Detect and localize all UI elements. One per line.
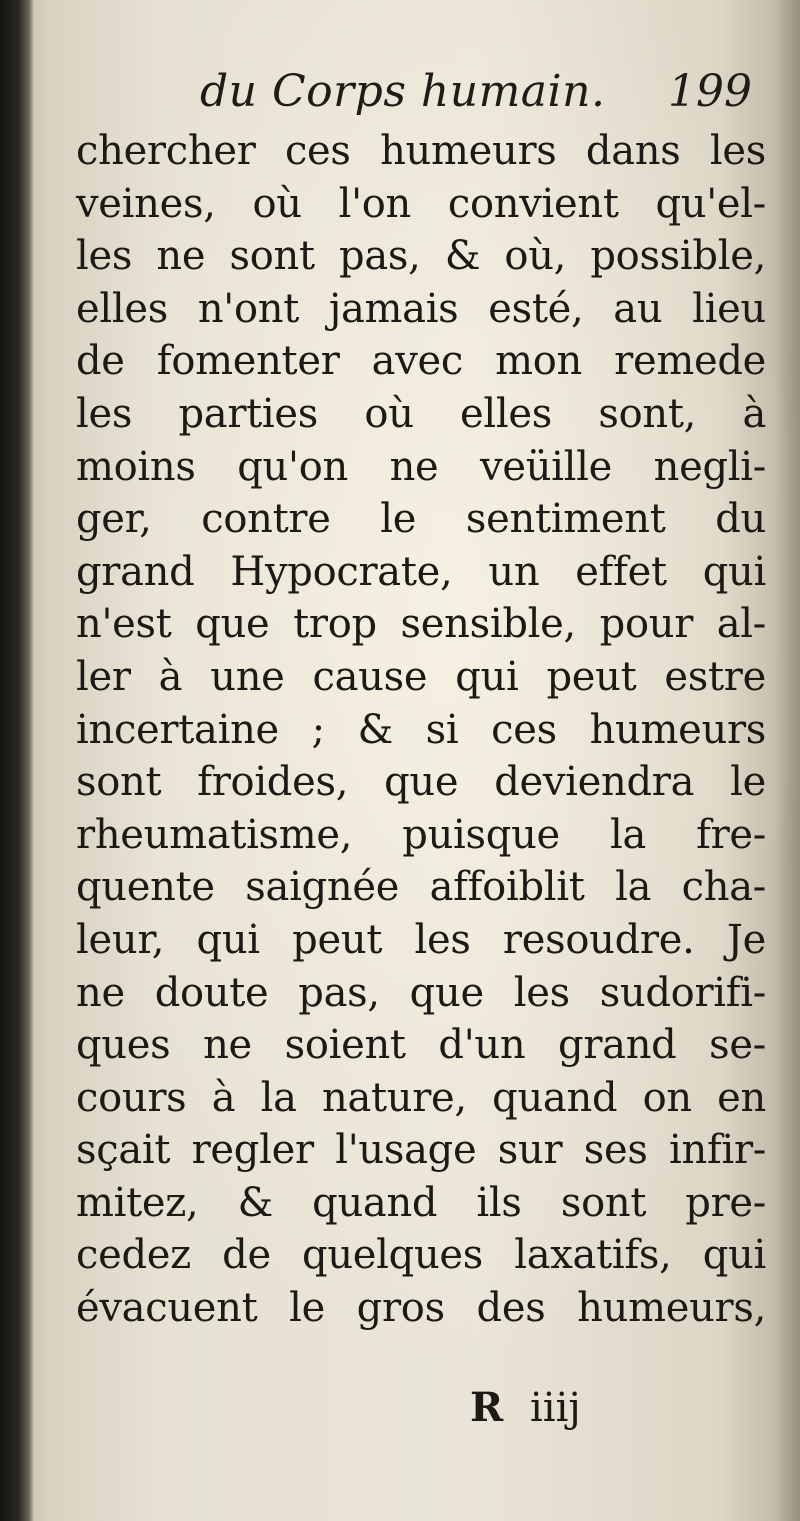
- text-line: rheumatisme, puisque la fre-: [76, 811, 766, 858]
- signature-number: iiij: [530, 1385, 581, 1431]
- text-line: les parties où elles sont, à: [76, 390, 766, 437]
- text-line: veines, où l'on convient qu'el-: [76, 180, 766, 227]
- book-binding-shadow: [0, 0, 34, 1521]
- body-text: [76, 125, 766, 1335]
- text-line: moins qu'on ne veüille negli-: [76, 443, 766, 490]
- text-line: ne doute pas, que les sudorifi-: [76, 969, 766, 1016]
- signature-line: [470, 1378, 730, 1438]
- running-head-title: du Corps humain.: [200, 66, 606, 117]
- text-line: les ne sont pas, & où, possible,: [76, 233, 766, 280]
- text-line: évacuent le gros des humeurs,: [76, 1285, 766, 1332]
- text-line: leur, qui peut les resoudre. Je: [76, 916, 766, 963]
- page-edge-shadow: [774, 0, 800, 1521]
- text-line: mitez, & quand ils sont pre-: [76, 1179, 766, 1226]
- text-line: sont froides, que deviendra le: [76, 759, 766, 806]
- text-line: grand Hypocrate, un effet qui: [76, 548, 766, 595]
- text-line: cedez de quelques laxatifs, qui: [76, 1232, 766, 1279]
- signature-mark: R: [470, 1384, 504, 1431]
- text-line: sçait regler l'usage sur ses infir-: [76, 1127, 766, 1174]
- text-line: quente saignée affoiblit la cha-: [76, 864, 766, 911]
- text-line: elles n'ont jamais esté, au lieu: [76, 285, 766, 332]
- text-line: ler à une cause qui peut estre: [76, 653, 766, 700]
- text-line: ques ne soient d'un grand se-: [76, 1022, 766, 1069]
- text-line: de fomenter avec mon remede: [76, 338, 766, 385]
- text-line: n'est que trop sensible, pour al-: [76, 601, 766, 648]
- text-line: ger, contre le sentiment du: [76, 496, 766, 543]
- text-line: chercher ces humeurs dans les: [76, 128, 766, 174]
- page-number: 199: [668, 66, 752, 117]
- text-line: cours à la nature, quand on en: [76, 1074, 766, 1121]
- text-line: incertaine ; & si ces humeurs: [76, 706, 766, 753]
- running-head: [0, 62, 800, 122]
